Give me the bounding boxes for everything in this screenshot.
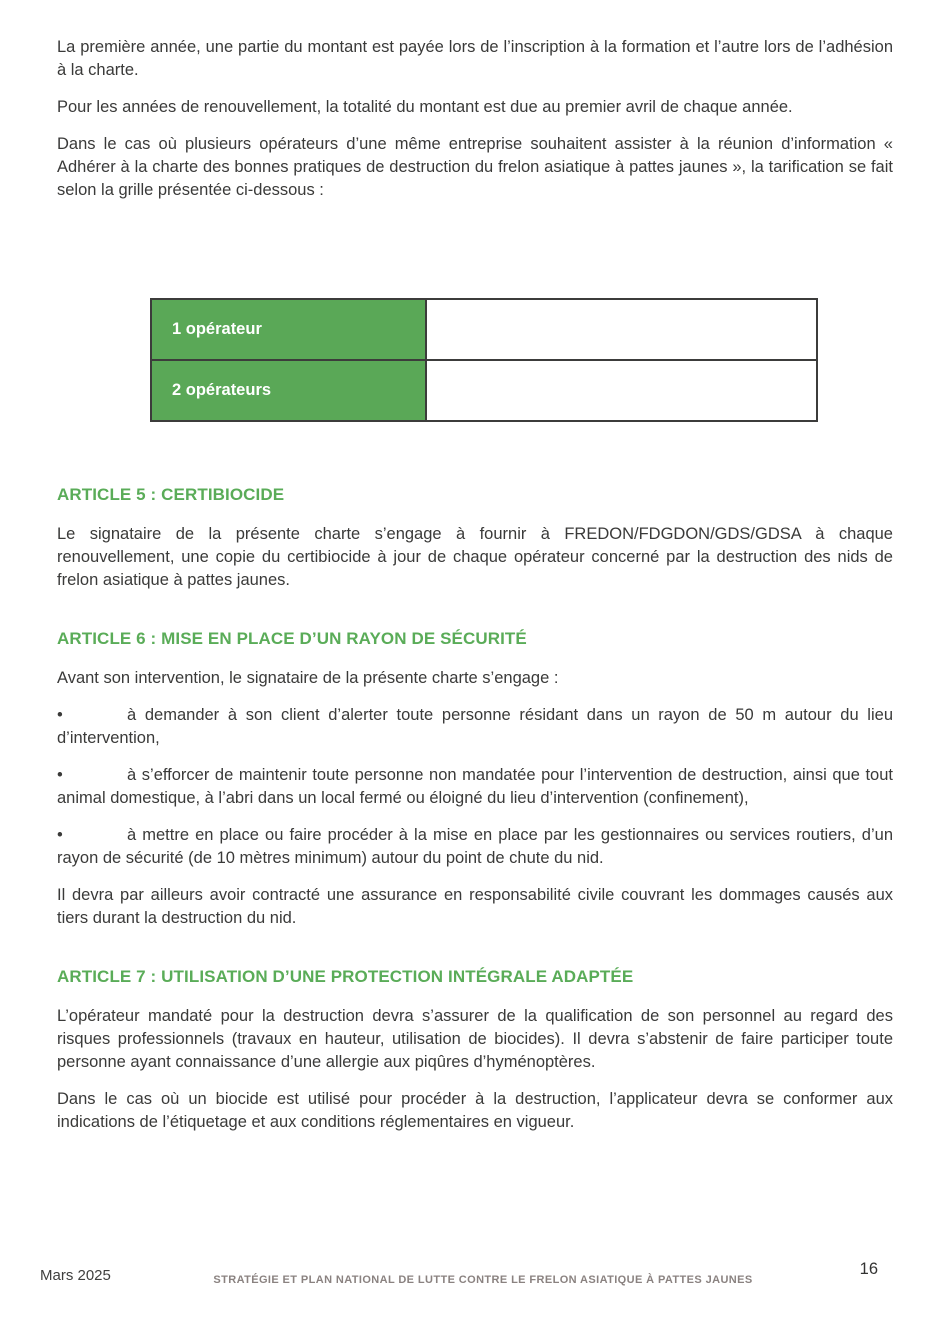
bullet-text: à mettre en place ou faire procéder à la mise en place par les gestionnaires ou services routiers, d’un rayon de sécurité (de 10 mètres minimum) autour du point de chute du nid. bbox=[57, 826, 893, 867]
bullet-item bbox=[57, 704, 893, 750]
article-7-paragraph: L’opérateur mandaté pour la destruction devra s’assurer de la qualification de son personnel au regard des risques professionnels (travaux en hauteur, utilisation de biocides). Il devra s’abstenir de faire participer toute personne ayant connaissance d’une allergie aux piqûres d’hyménoptères. bbox=[57, 1007, 893, 1071]
article-7-title: ARTICLE 7 : UTILISATION D’UNE PROTECTION INTÉGRALE ADAPTÉE bbox=[57, 967, 634, 986]
article-5-title: ARTICLE 5 : CERTIBIOCIDE bbox=[57, 485, 285, 504]
article-6-title: ARTICLE 6 : MISE EN PLACE D’UN RAYON DE SÉCURITÉ bbox=[57, 629, 527, 648]
table-row-label: 2 opérateurs bbox=[151, 360, 426, 421]
table-row-value bbox=[426, 360, 817, 421]
article-5-paragraph: Le signataire de la présente charte s’engage à fournir à FREDON/FDGDON/GDS/GDSA à chaque renouvellement, une copie du certibiocide à jour de chaque opérateur concerné par la destruction des nids de frelon asiatique à pattes jaunes. bbox=[57, 525, 893, 589]
table-row-label: 1 opérateur bbox=[151, 299, 426, 360]
intro-paragraph: Dans le cas où plusieurs opérateurs d’une même entreprise souhaitent assister à la réunion d’information « Adhérer à la charte des bonnes pratiques de destruction du frelon asiatique à pattes jaunes », la tarification se fait selon la grille présentée ci-dessous : bbox=[57, 135, 893, 199]
bullet-text: à demander à son client d’alerter toute personne résidant dans un rayon de 50 m autour du lieu d’intervention, bbox=[57, 706, 893, 747]
page-footer bbox=[0, 1256, 942, 1300]
table-row bbox=[151, 360, 817, 421]
article-7 bbox=[57, 966, 893, 1134]
footer-date: Mars 2025 bbox=[40, 1267, 111, 1284]
footer-document-title: STRATÉGIE ET PLAN NATIONAL DE LUTTE CONTRE LE FRELON ASIATIQUE À PATTES JAUNES bbox=[213, 1274, 753, 1286]
article-6-outro: Il devra par ailleurs avoir contracté une assurance en responsabilité civile couvrant les dommages causés aux tiers durant la destruction du nid. bbox=[57, 886, 893, 927]
article-6-intro: Avant son intervention, le signataire de la présente charte s’engage : bbox=[57, 669, 559, 687]
table-row bbox=[151, 299, 817, 360]
bullet-item bbox=[57, 764, 893, 810]
bullet-icon: • bbox=[57, 766, 63, 784]
article-6 bbox=[57, 628, 893, 930]
bullet-icon: • bbox=[57, 706, 63, 724]
bullet-icon: • bbox=[57, 826, 63, 844]
intro-paragraph: La première année, une partie du montant est payée lors de l’inscription à la formation et l’autre lors de l’adhésion à la charte. bbox=[57, 38, 893, 79]
article-7-paragraph: Dans le cas où un biocide est utilisé pour procéder à la destruction, l’applicateur devra se conformer aux indications de l’étiquetage et aux conditions réglementaires en vigueur. bbox=[57, 1090, 893, 1131]
intro-paragraph: Pour les années de renouvellement, la totalité du montant est due au premier avril de chaque année. bbox=[57, 98, 793, 116]
bullet-text: à s’efforcer de maintenir toute personne non mandatée pour l’intervention de destruction, ainsi que tout animal domestique, à l’abri dans un local fermé ou éloigné du lieu d’intervention (confinement), bbox=[57, 766, 893, 807]
bullet-item bbox=[57, 824, 893, 870]
page-number: 16 bbox=[859, 1260, 878, 1278]
article-5 bbox=[57, 484, 893, 592]
pricing-table bbox=[150, 298, 818, 422]
table-row-value bbox=[426, 299, 817, 360]
